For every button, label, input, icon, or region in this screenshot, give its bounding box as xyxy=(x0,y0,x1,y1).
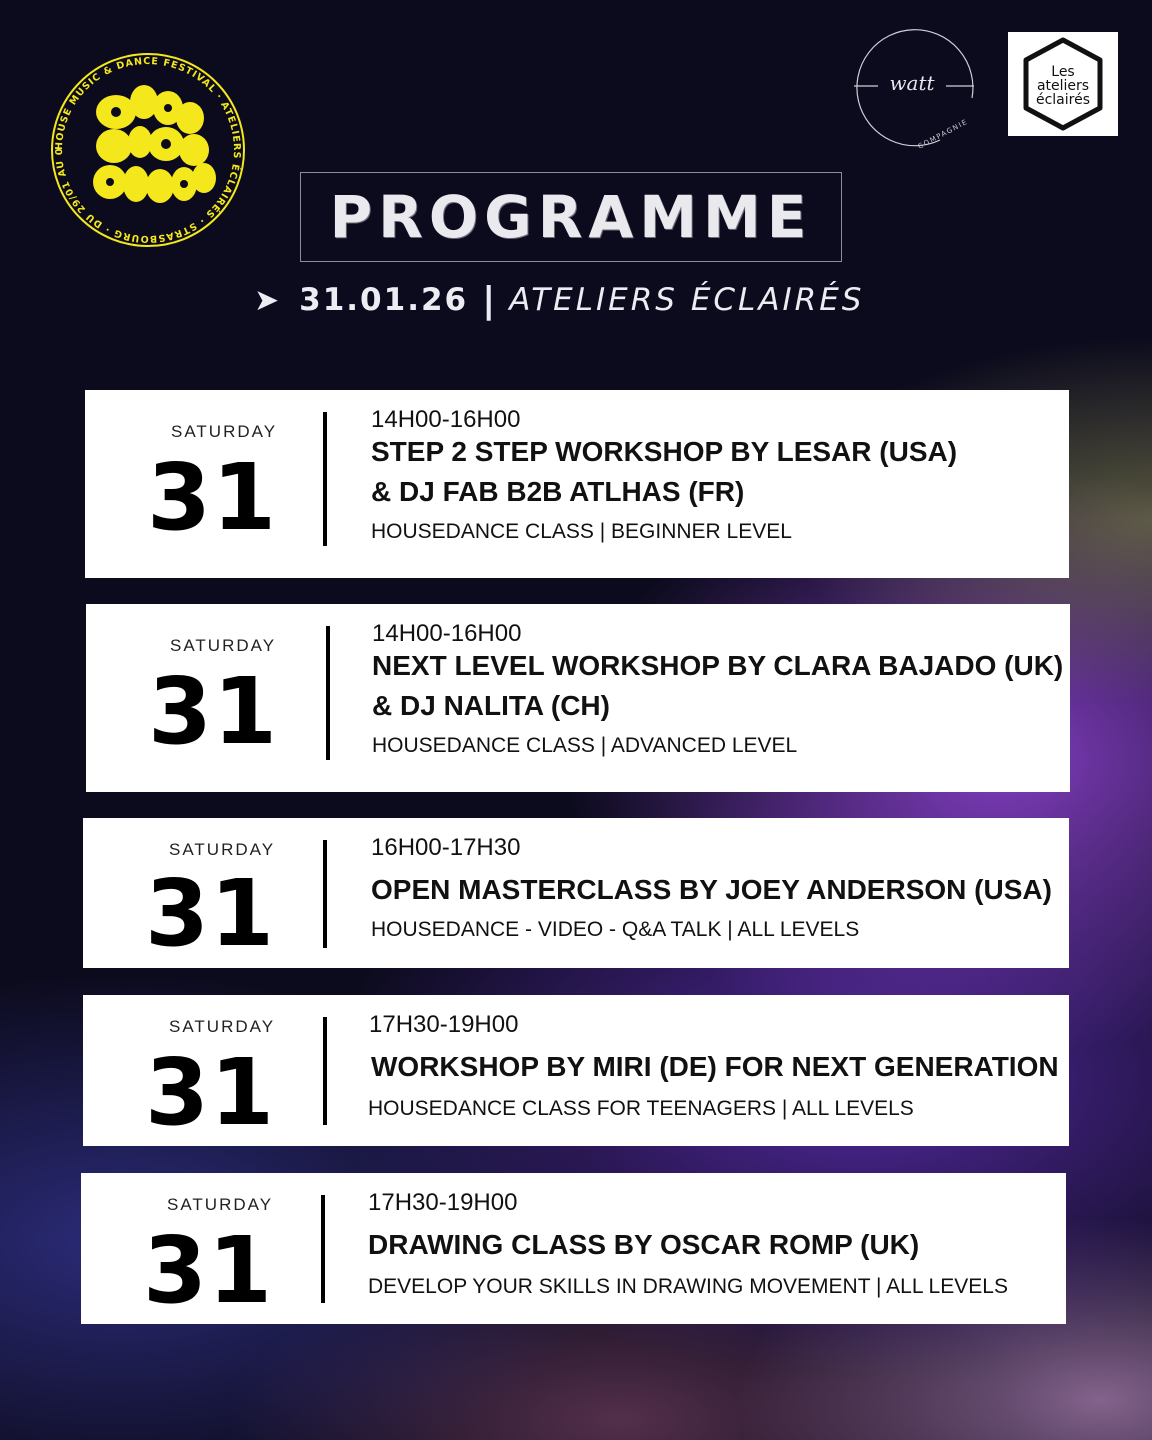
event-title-line2: & DJ FAB B2B ATLHAS (FR) xyxy=(371,476,745,507)
event-time: 17H30-19H00 xyxy=(369,1011,519,1038)
event-card-1 xyxy=(85,390,1069,578)
event-details: HOUSEDANCE CLASS | BEGINNER LEVEL xyxy=(371,520,792,543)
day-label: SATURDAY xyxy=(169,1017,276,1036)
event-title-line1: OPEN MASTERCLASS BY JOEY ANDERSON (USA) xyxy=(371,874,1052,905)
event-title-line1: STEP 2 STEP WORKSHOP BY LESAR (USA) xyxy=(371,436,958,467)
watt-logo-text: watt xyxy=(889,71,935,95)
event-title-line1: NEXT LEVEL WORKSHOP BY CLARA BAJADO (UK) xyxy=(372,650,1064,681)
card-divider xyxy=(323,412,327,546)
card-divider xyxy=(321,1195,325,1303)
day-number: 31 xyxy=(143,1217,274,1324)
festival-logo xyxy=(48,50,248,250)
event-subtitle xyxy=(254,278,914,322)
event-details: HOUSEDANCE CLASS | ADVANCED LEVEL xyxy=(372,734,798,757)
subtitle-separator: | xyxy=(482,279,496,321)
page-title-box xyxy=(300,172,842,262)
day-label: SATURDAY xyxy=(171,422,278,441)
event-details: DEVELOP YOUR SKILLS IN DRAWING MOVEMENT | ALL LEVELS xyxy=(368,1275,1008,1298)
day-number: 31 xyxy=(148,658,279,765)
event-card-3 xyxy=(83,818,1069,968)
ateliers-logo-line3: éclairés xyxy=(1035,92,1091,108)
day-number: 31 xyxy=(145,1039,276,1146)
event-title-line1: DRAWING CLASS BY OSCAR ROMP (UK) xyxy=(368,1229,920,1260)
watt-compagnie-logo xyxy=(850,28,980,148)
event-details: HOUSEDANCE CLASS FOR TEENAGERS | ALL LEVELS xyxy=(368,1097,914,1120)
event-venue: ATELIERS ÉCLAIRÉS xyxy=(509,282,865,318)
day-number: 31 xyxy=(145,860,276,967)
ateliers-eclaires-logo xyxy=(1008,32,1118,136)
event-time: 14H00-16H00 xyxy=(372,620,522,647)
arrow-right-icon: ➤ xyxy=(254,282,280,318)
event-time: 14H00-16H00 xyxy=(371,406,521,433)
day-label: SATURDAY xyxy=(169,840,276,859)
day-label: SATURDAY xyxy=(167,1195,274,1214)
event-card-2 xyxy=(86,604,1070,792)
ateliers-logo-line2: ateliers xyxy=(1036,78,1090,94)
event-card-4 xyxy=(83,995,1069,1146)
watt-logo-sub: COMPAGNIE xyxy=(916,117,970,148)
day-number: 31 xyxy=(147,444,278,551)
ateliers-logo-line1: Les xyxy=(1051,64,1075,80)
event-time: 16H00-17H30 xyxy=(371,834,521,861)
event-date: 31.01.26 xyxy=(299,282,469,318)
event-time: 17H30-19H00 xyxy=(368,1189,518,1216)
card-divider xyxy=(326,626,330,760)
event-card-5 xyxy=(81,1173,1066,1324)
event-details: HOUSEDANCE - VIDEO - Q&A TALK | ALL LEVELS xyxy=(371,918,860,941)
event-title-line1: WORKSHOP BY MIRI (DE) FOR NEXT GENERATION xyxy=(371,1051,1059,1082)
event-title-line2: & DJ NALITA (CH) xyxy=(372,690,610,721)
day-label: SATURDAY xyxy=(170,636,277,655)
card-divider xyxy=(323,1017,327,1125)
card-divider xyxy=(323,840,327,948)
festival-logo-ring-text: HOUSE MUSIC & DANCE FESTIVAL · ATELIERS ÉCLAIRÉS · STRASBOURG · DU 29/01 AU 0 xyxy=(53,55,243,245)
page-title: PROGRAMME xyxy=(329,183,813,251)
